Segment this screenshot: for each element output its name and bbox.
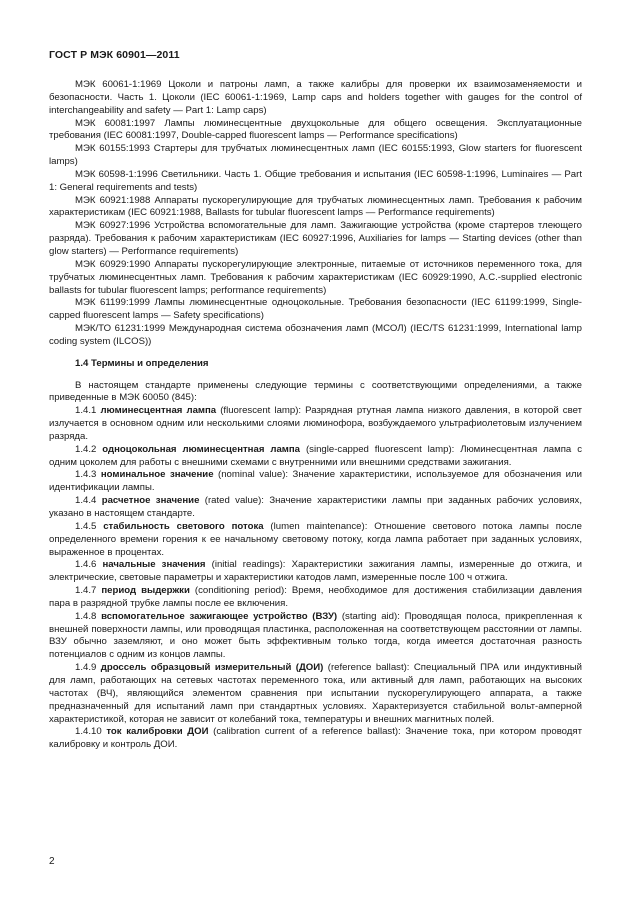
term-text: (single-capped fluorescent lamp): Люминесцентная лампа с одним цоколем для работы с внешними схемами с внутренними или внешними средствами зажигания. [49, 443, 582, 468]
term-number: 1.4.6 [75, 559, 97, 571]
term-number: 1.4.2 [75, 443, 97, 455]
term-definition [49, 521, 582, 560]
term-number: 1.4.4 [75, 495, 97, 507]
term-text: (conditioning period): Время, необходимое для достижения стабилизации давления пара в разрядной трубке лампы после ее включения. [49, 585, 582, 609]
standard-header: ГОСТ Р МЭК 60901—2011 [49, 49, 180, 61]
term-text: (lumen maintenance): Отношение светового потока лампы после определенного времени горения к ее начальному световому потоку, когда лампа работает при заданных условиях, выраженное в процентах. [49, 520, 582, 558]
term-name: начальные значения [102, 559, 206, 571]
term-text: (calibration current of a reference ballast): Значение тока, при котором проводят калибровку и контроль ДОИ. [49, 726, 582, 751]
term-name: дроссель образцовый измерительный (ДОИ) [100, 662, 324, 674]
page-number: 2 [49, 856, 55, 867]
normative-references [49, 79, 582, 349]
term-number: 1.4.9 [75, 662, 97, 674]
term-name: расчетное значение [101, 495, 200, 507]
reference-item: МЭК 60598-1:1996 Светильники. Часть 1. Общие требования и испытания (IEC 60598-1:1996, Luminaires — Part 1: General requirements and tests) [49, 168, 582, 193]
term-number: 1.4.5 [75, 520, 97, 532]
term-number: 1.4.7 [75, 585, 97, 597]
term-number: 1.4.8 [75, 610, 97, 622]
reference-item: МЭК 60155:1993 Стартеры для трубчатых люминесцентных ламп (IEC 60155:1993, Glow starters for fluorescent lamps) [49, 143, 582, 168]
term-name: вспомогательное зажигающее устройство (ВЗУ) [101, 610, 338, 622]
reference-item: МЭК 60927:1996 Устройства вспомогательные для ламп. Зажигающие устройства (кроме стартеров тлеющего разряда). Требования к рабочим характеристикам (IEC 60927:1996, Auxiliaries for lamps — Starting devices (other than glow starters) — Performance requirements) [49, 220, 582, 257]
term-name: одноцокольная люминесцентная лампа [102, 443, 301, 455]
term-text: (fluorescent lamp): Разрядная ртутная лампа низкого давления, в которой свет излучается в основном одним или несколькими слоями люминофора, возбуждаемого ультрафиолетовым излучением разряда. [49, 405, 582, 442]
term-definition [49, 559, 582, 585]
term-name: номинальное значение [100, 469, 214, 481]
term-definition [49, 405, 582, 444]
term-text: (nominal value): Значение характеристики, используемое для обозначения или идентификации лампы. [49, 469, 582, 494]
term-number: 1.4.3 [75, 469, 97, 481]
term-text: (initial readings): Характеристики зажигания лампы, измеренные до отжига, и электрические, световые параметры и характеристики катодов ламп, измеренные после 100 ч отжига. [49, 559, 582, 584]
term-text: (starting aid): Проводящая полоса, прикрепленная к внешней поверхности лампы, или проводящая пластинка, расположенная на соответствующем расстоянии от лампы. ВЗУ обычно заземляют, и оно может быть эффективным только тогда, когда имеется достаточная разность потенциалов с одним из концов лампы. [49, 610, 582, 661]
section-heading: 1.4 Термины и определения [75, 357, 209, 369]
term-text: (reference ballast): Специальный ПРА или индуктивный для ламп, работающих на сетевых частотах переменного тока, или активный для ламп, работающих на высоких частотах (ВЧ), являющийся элементом сравнения при испытании пускорегулирующего аппарата, а также предназначенный для испытаний ламп при стандартных условиях. Характеризуется стабильной вольт-амперной характеристикой, которая не зависит от колебаний тока, температуры и внешних магнитных полей. [49, 662, 582, 725]
reference-item: МЭК 60921:1988 Аппараты пускорегулирующие для трубчатых люминесцентных ламп. Требования к рабочим характеристикам (IEC 60921:1988, Ballasts for tubular fluorescent lamps — Performance requirements) [49, 194, 582, 219]
term-name: люминесцентная лампа [100, 405, 217, 417]
reference-item: МЭК 60929:1990 Аппараты пускорегулирующие электронные, питаемые от источников переменного тока, для трубчатых люминесцентных ламп. Требования к рабочим характеристикам (IEC 60929:1990, A.C.-supplied electronic ballasts for tubular fluorescent lamps; performance requirements) [49, 258, 582, 296]
term-definition [49, 469, 582, 495]
reference-item: МЭК 60081:1997 Лампы люминесцентные двухцокольные для общего освещения. Эксплуатационные требования (IEC 60081:1997, Double-capped fluorescent lamps — Performance specifications) [49, 117, 582, 142]
term-name: стабильность светового потока [103, 520, 264, 532]
term-text: (rated value): Значение характеристики лампы при заданных рабочих условиях, указано в настоящем стандарте. [49, 495, 582, 519]
term-name: ток калибровки ДОИ [106, 726, 209, 738]
term-definition [49, 611, 582, 662]
term-definition [49, 585, 582, 611]
term-definition [49, 726, 582, 752]
term-number: 1.4.10 [75, 726, 102, 738]
terms-list [49, 405, 582, 752]
reference-item: МЭК 61199:1999 Лампы люминесцентные одноцокольные. Требования безопасности (IEC 61199:1999, Single-capped fluorescent lamps — Safety specifications) [49, 297, 582, 322]
document-body [49, 79, 582, 752]
section-intro: В настоящем стандарте применены следующие термины с соответствующими определениями, а также приведенные в МЭК 60050 (845): [49, 379, 582, 404]
term-definition [49, 662, 582, 726]
term-definition [49, 444, 582, 470]
reference-item: МЭК/ТО 61231:1999 Международная система обозначения ламп (МСОЛ) (IEC/TS 61231:1999, International lamp coding system (ILCOS)) [49, 323, 582, 347]
reference-item: МЭК 60061-1:1969 Цоколи и патроны ламп, а также калибры для проверки их взаимозаменяемости и безопасности. Часть 1. Цоколи (IEC 60061-1:1969, Lamp caps and holders together with gauges for the control of interchangeability and safety — Part 1: Lamp caps) [49, 79, 582, 116]
term-number: 1.4.1 [75, 405, 97, 417]
term-definition [49, 495, 582, 521]
term-name: период выдержки [101, 585, 190, 597]
